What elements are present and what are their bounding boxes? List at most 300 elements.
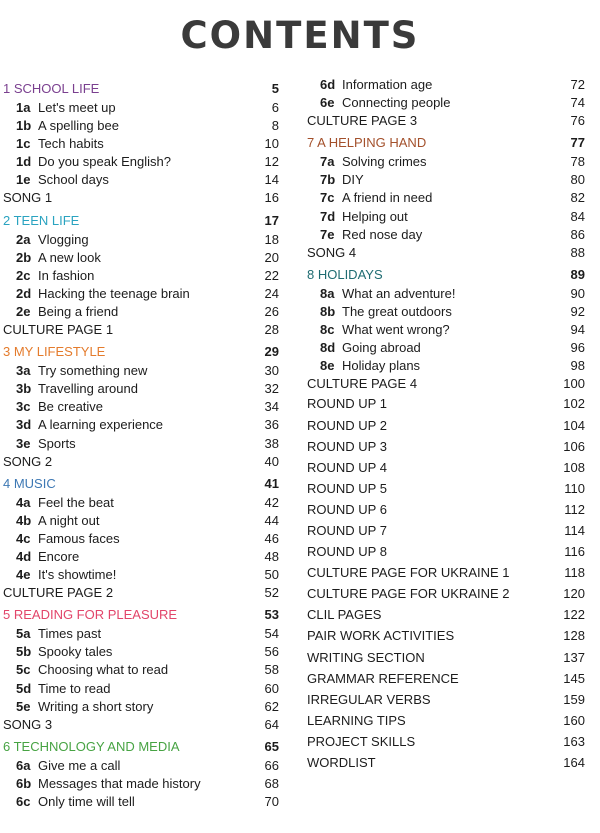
lesson-title: Spooky tales	[38, 644, 113, 660]
lesson-entry[interactable]	[3, 171, 279, 189]
lesson-code: 2e	[16, 303, 31, 319]
page-number: 60	[264, 680, 279, 696]
section-entry[interactable]	[307, 415, 585, 436]
page-number: 106	[563, 438, 585, 454]
lesson-label	[307, 172, 364, 187]
lesson-entry[interactable]	[3, 680, 279, 698]
lesson-label	[307, 95, 450, 110]
page-number: 89	[570, 266, 585, 282]
lesson-title: Holiday plans	[342, 358, 421, 374]
section-title: CULTURE PAGE 3	[307, 113, 418, 129]
lesson-entry[interactable]	[3, 698, 279, 716]
lesson-entry[interactable]	[3, 775, 279, 793]
lesson-entry[interactable]	[3, 362, 279, 380]
lesson-entry[interactable]	[3, 398, 279, 416]
lesson-title: A new look	[38, 249, 101, 265]
page-number: 29	[264, 344, 279, 360]
page-number: 40	[264, 453, 279, 469]
lesson-title: Writing a short story	[38, 698, 154, 714]
lesson-label	[3, 681, 111, 696]
section-entry[interactable]	[307, 478, 585, 499]
unit-title: 3 MY LIFESTYLE	[3, 344, 106, 360]
lesson-title: Feel the beat	[38, 494, 114, 510]
lesson-code: 6c	[16, 794, 31, 809]
lesson-title: Sports	[38, 435, 76, 451]
lesson-entry[interactable]	[307, 357, 585, 375]
lesson-label	[3, 436, 76, 451]
lesson-label	[3, 699, 153, 714]
section-title: ROUND UP 5	[307, 480, 387, 496]
lesson-label	[3, 136, 104, 151]
lesson-label	[307, 154, 427, 169]
page-number: 98	[570, 358, 585, 374]
page-number: 42	[264, 494, 279, 510]
lesson-entry[interactable]	[3, 117, 279, 135]
section-entry[interactable]	[307, 625, 585, 646]
lesson-label	[307, 304, 452, 319]
lesson-entry[interactable]	[3, 643, 279, 661]
lesson-code: 2d	[16, 285, 32, 301]
lesson-code: 6d	[320, 77, 336, 92]
contents-column-right	[307, 76, 585, 773]
section-entry[interactable]	[307, 752, 585, 773]
lesson-label	[3, 513, 99, 528]
unit-heading[interactable]	[307, 134, 585, 153]
lesson-title: Try something new	[38, 363, 148, 379]
section-entry[interactable]	[3, 321, 279, 339]
lesson-title: Travelling around	[38, 381, 138, 397]
lesson-code: 7c	[320, 190, 335, 206]
lesson-code: 6e	[320, 95, 335, 111]
lesson-label	[307, 227, 422, 242]
section-title: CULTURE PAGE 4	[307, 376, 418, 392]
unit-title: 8 HOLIDAYS	[307, 266, 383, 282]
lesson-label	[3, 304, 118, 319]
section-title: GRAMMAR REFERENCE	[307, 670, 459, 686]
page-number: 116	[564, 544, 585, 560]
lesson-entry[interactable]	[307, 303, 585, 321]
section-entry[interactable]	[307, 583, 585, 604]
page-number: 48	[264, 548, 279, 564]
lesson-label	[307, 190, 432, 205]
lesson-title: Being a friend	[38, 303, 119, 319]
page-number: 68	[264, 775, 279, 791]
page-number: 62	[264, 698, 279, 714]
page-number: 74	[570, 95, 585, 111]
lesson-code: 3e	[16, 435, 31, 451]
lesson-code: 8e	[320, 358, 335, 374]
section-title: CULTURE PAGE FOR UKRAINE 2	[307, 586, 510, 602]
section-entry[interactable]	[3, 453, 279, 471]
section-entry[interactable]	[3, 189, 279, 207]
section-entry[interactable]	[307, 604, 585, 625]
lesson-label	[307, 209, 408, 224]
page-number: 163	[563, 733, 585, 749]
lesson-code: 4d	[16, 548, 32, 564]
page-number: 86	[570, 226, 585, 242]
section-title: ROUND UP 2	[307, 417, 387, 433]
lesson-entry[interactable]	[3, 435, 279, 453]
unit-heading[interactable]	[3, 606, 279, 625]
lesson-code: 4c	[16, 530, 31, 546]
lesson-label	[3, 250, 101, 265]
section-title: SONG 3	[3, 716, 53, 732]
section-entry[interactable]	[307, 499, 585, 520]
unit-title: 1 SCHOOL LIFE	[3, 81, 100, 96]
lesson-code: 1b	[16, 118, 32, 134]
page-number: 108	[563, 459, 585, 475]
lesson-entry[interactable]	[3, 380, 279, 398]
unit-heading[interactable]	[307, 266, 585, 285]
lesson-code: 4e	[16, 567, 31, 583]
page-number: 100	[563, 376, 585, 392]
page-number: 159	[563, 691, 585, 707]
lesson-code: 1e	[16, 172, 31, 188]
page-number: 128	[563, 628, 585, 644]
lesson-code: 5b	[16, 644, 32, 660]
page-number: 77	[570, 135, 585, 151]
page-number: 56	[264, 644, 279, 660]
section-title: ROUND UP 7	[307, 522, 387, 538]
lesson-entry[interactable]	[3, 494, 279, 512]
page-number: 88	[570, 244, 585, 260]
lesson-code: 2b	[16, 249, 32, 265]
page-number: 92	[570, 303, 585, 319]
lesson-code: 2a	[16, 231, 31, 247]
lesson-entry[interactable]	[3, 285, 279, 303]
section-title: ROUND UP 1	[307, 396, 387, 412]
section-entry[interactable]	[307, 436, 585, 457]
section-entry[interactable]	[307, 647, 585, 668]
page-number: 34	[264, 399, 279, 415]
lesson-entry[interactable]	[307, 321, 585, 339]
page-number: 72	[570, 77, 585, 92]
section-entry[interactable]	[307, 457, 585, 478]
lesson-code: 7e	[320, 226, 335, 242]
unit-heading[interactable]	[3, 738, 279, 757]
section-entry[interactable]	[307, 375, 585, 393]
unit-title: 5 READING FOR PLEASURE	[3, 607, 178, 623]
lesson-label	[3, 118, 119, 133]
lesson-title: Give me a call	[38, 757, 121, 773]
lesson-title: Choosing what to read	[38, 662, 169, 678]
lesson-code: 8d	[320, 340, 336, 356]
page-number: 52	[264, 585, 279, 601]
page-number: 5	[271, 81, 279, 96]
lesson-entry[interactable]	[3, 267, 279, 285]
lesson-label	[3, 567, 116, 582]
lesson-title: Only time will tell	[38, 794, 135, 809]
unit-heading[interactable]	[3, 343, 279, 362]
lesson-label	[3, 232, 89, 247]
page-number: 94	[570, 322, 585, 338]
page-number: 14	[264, 172, 279, 188]
page-number: 118	[564, 565, 585, 581]
unit-title: 4 MUSIC	[3, 475, 56, 491]
lesson-title: DIY	[342, 172, 364, 188]
section-title: IRREGULAR VERBS	[307, 691, 431, 707]
lesson-title: Encore	[38, 548, 80, 564]
lesson-title: The great outdoors	[342, 303, 452, 319]
page-number: 82	[570, 190, 585, 206]
lesson-title: Times past	[38, 626, 102, 642]
lesson-entry[interactable]	[307, 171, 585, 189]
page-number: 36	[264, 417, 279, 433]
page-number: 17	[264, 212, 279, 228]
lesson-title: Famous faces	[38, 530, 120, 546]
lesson-code: 1d	[16, 154, 32, 170]
lesson-title: What went wrong?	[342, 322, 450, 338]
section-entry[interactable]	[307, 244, 585, 262]
page-number: 26	[264, 303, 279, 319]
lesson-code: 8c	[320, 322, 335, 338]
section-entry[interactable]	[307, 668, 585, 689]
lesson-entry[interactable]	[3, 757, 279, 775]
lesson-title: Red nose day	[342, 226, 423, 242]
page-number: 160	[563, 712, 585, 728]
section-entry[interactable]	[307, 689, 585, 710]
section-title: SONG 2	[3, 453, 53, 469]
lesson-title: Let's meet up	[38, 100, 116, 115]
lesson-title: School days	[38, 172, 109, 188]
page-number: 145	[563, 670, 585, 686]
page-number: 32	[264, 381, 279, 397]
section-title: WORDLIST	[307, 755, 376, 770]
lesson-entry[interactable]	[3, 303, 279, 321]
lesson-title: Time to read	[38, 680, 111, 696]
lesson-label	[3, 363, 147, 378]
lesson-label	[3, 794, 135, 809]
section-title: CULTURE PAGE 2	[3, 585, 114, 601]
section-entry[interactable]	[307, 562, 585, 583]
lesson-label	[3, 495, 114, 510]
lesson-label	[3, 154, 171, 169]
page-number: 16	[264, 190, 279, 206]
lesson-entry[interactable]	[3, 99, 279, 117]
section-title: ROUND UP 8	[307, 544, 387, 560]
lesson-label	[3, 399, 103, 414]
unit-title: 7 A HELPING HAND	[307, 135, 427, 151]
page-number: 104	[563, 417, 585, 433]
page-number: 164	[563, 755, 585, 770]
contents-column-left	[3, 76, 279, 811]
lesson-entry[interactable]	[307, 189, 585, 207]
lesson-code: 1c	[16, 136, 31, 152]
page-number: 12	[264, 154, 279, 170]
lesson-label	[3, 644, 112, 659]
section-title: SONG 1	[3, 190, 53, 206]
lesson-entry[interactable]	[3, 416, 279, 434]
lesson-code: 3c	[16, 399, 31, 415]
lesson-title: In fashion	[38, 267, 95, 283]
lesson-title: Going abroad	[342, 340, 421, 356]
page-number: 84	[570, 208, 585, 224]
lesson-entry[interactable]	[3, 530, 279, 548]
lesson-title: Messages that made history	[38, 775, 201, 791]
section-entry[interactable]	[307, 112, 585, 130]
lesson-entry[interactable]	[307, 285, 585, 303]
lesson-label	[3, 758, 120, 773]
lesson-title: A spelling bee	[38, 118, 119, 134]
lesson-entry[interactable]	[3, 135, 279, 153]
page-number: 44	[264, 512, 279, 528]
section-title: LEARNING TIPS	[307, 712, 406, 728]
lesson-title: Information age	[342, 77, 433, 92]
lesson-code: 8a	[320, 285, 335, 301]
page-number: 6	[271, 100, 279, 115]
page-number: 8	[271, 118, 279, 134]
lesson-label	[3, 172, 109, 187]
page-number: 137	[563, 649, 585, 665]
section-title: CULTURE PAGE FOR UKRAINE 1	[307, 565, 510, 581]
lesson-title: What an adventure!	[342, 285, 456, 301]
page-number: 66	[264, 757, 279, 773]
page-number: 112	[564, 501, 585, 517]
section-entry[interactable]	[307, 393, 585, 414]
lesson-title: Vlogging	[38, 231, 89, 247]
lesson-title: A friend in need	[342, 190, 433, 206]
lesson-title: Connecting people	[342, 95, 451, 111]
lesson-label	[307, 340, 421, 355]
section-title: ROUND UP 6	[307, 501, 387, 517]
section-entry[interactable]	[307, 520, 585, 541]
lesson-title: Hacking the teenage brain	[38, 285, 190, 301]
lesson-title: A learning experience	[38, 417, 164, 433]
lesson-label	[307, 322, 450, 337]
lesson-code: 7b	[320, 172, 336, 188]
page-number: 53	[264, 607, 279, 623]
page-number: 65	[264, 738, 279, 754]
lesson-entry[interactable]	[3, 512, 279, 530]
lesson-entry[interactable]	[307, 226, 585, 244]
lesson-title: Be creative	[38, 399, 104, 415]
lesson-entry[interactable]	[3, 249, 279, 267]
section-title: CLIL PAGES	[307, 607, 382, 623]
section-entry[interactable]	[3, 584, 279, 602]
lesson-label	[3, 776, 201, 791]
lesson-entry[interactable]	[307, 76, 585, 94]
lesson-code: 5d	[16, 680, 32, 696]
section-entry[interactable]	[307, 710, 585, 731]
page-number: 76	[570, 113, 585, 129]
lesson-label	[3, 549, 79, 564]
lesson-code: 5c	[16, 662, 31, 678]
page-number: 110	[564, 480, 585, 496]
lesson-label	[307, 358, 420, 373]
unit-heading[interactable]	[3, 80, 279, 99]
page-number: 50	[264, 567, 279, 583]
page-number: 64	[264, 716, 279, 732]
lesson-label	[3, 626, 101, 641]
page-number: 78	[570, 154, 585, 170]
lesson-entry[interactable]	[307, 94, 585, 112]
lesson-label	[307, 77, 432, 92]
lesson-entry[interactable]	[307, 339, 585, 357]
page-number: 22	[264, 267, 279, 283]
page-number: 96	[570, 340, 585, 356]
unit-heading[interactable]	[3, 475, 279, 494]
page-number: 54	[264, 626, 279, 642]
page-number: 18	[264, 231, 279, 247]
page-number: 24	[264, 285, 279, 301]
lesson-code: 7a	[320, 154, 335, 170]
lesson-entry[interactable]	[3, 625, 279, 643]
lesson-code: 3d	[16, 417, 32, 433]
section-entry[interactable]	[3, 716, 279, 734]
lesson-entry[interactable]	[3, 793, 279, 811]
page-title: CONTENTS	[180, 14, 420, 57]
section-title: ROUND UP 3	[307, 438, 387, 454]
section-entry[interactable]	[307, 731, 585, 752]
lesson-code: 8b	[320, 303, 336, 319]
lesson-label	[307, 286, 455, 301]
lesson-code: 3b	[16, 381, 32, 397]
section-title: ROUND UP 4	[307, 459, 387, 475]
lesson-title: Solving crimes	[342, 154, 427, 170]
lesson-label	[3, 417, 163, 432]
lesson-label	[3, 381, 138, 396]
page-number: 122	[563, 607, 585, 623]
section-entry[interactable]	[307, 541, 585, 562]
lesson-entry[interactable]	[3, 231, 279, 249]
lesson-title: It's showtime!	[38, 567, 117, 583]
unit-title: 2 TEEN LIFE	[3, 212, 80, 228]
lesson-title: Tech habits	[38, 136, 104, 152]
lesson-label	[3, 662, 168, 677]
lesson-entry[interactable]	[307, 153, 585, 171]
lesson-code: 5a	[16, 626, 31, 642]
page-number: 90	[570, 285, 585, 301]
section-title: CULTURE PAGE 1	[3, 322, 114, 338]
page-number: 58	[264, 662, 279, 678]
lesson-code: 5e	[16, 698, 31, 714]
unit-heading[interactable]	[3, 212, 279, 231]
lesson-entry[interactable]	[307, 208, 585, 226]
unit-title: 6 TECHNOLOGY AND MEDIA	[3, 738, 180, 754]
lesson-code: 6a	[16, 757, 31, 773]
page-number: 10	[264, 136, 279, 152]
lesson-code: 2c	[16, 267, 31, 283]
lesson-code: 1a	[16, 100, 31, 115]
lesson-code: 4a	[16, 494, 31, 510]
page-number: 80	[570, 172, 585, 188]
section-title: PAIR WORK ACTIVITIES	[307, 628, 455, 644]
lesson-entry[interactable]	[3, 548, 279, 566]
lesson-entry[interactable]	[3, 153, 279, 171]
page-number: 120	[563, 586, 585, 602]
page-number: 28	[264, 322, 279, 338]
lesson-label	[3, 286, 190, 301]
lesson-entry[interactable]	[3, 661, 279, 679]
page-number: 46	[264, 530, 279, 546]
page-number: 30	[264, 363, 279, 379]
page-number: 20	[264, 249, 279, 265]
page-number: 41	[264, 475, 279, 491]
page-number: 114	[564, 522, 585, 538]
lesson-label	[3, 531, 120, 546]
page-number: 70	[264, 794, 279, 809]
lesson-code: 6b	[16, 775, 32, 791]
page-number: 102	[563, 396, 585, 412]
lesson-code: 7d	[320, 208, 336, 224]
section-title: WRITING SECTION	[307, 649, 425, 665]
section-title: PROJECT SKILLS	[307, 733, 416, 749]
lesson-title: Do you speak English?	[38, 154, 171, 170]
lesson-title: Helping out	[342, 208, 408, 224]
section-title: SONG 4	[307, 244, 357, 260]
lesson-label	[3, 268, 94, 283]
lesson-entry[interactable]	[3, 566, 279, 584]
